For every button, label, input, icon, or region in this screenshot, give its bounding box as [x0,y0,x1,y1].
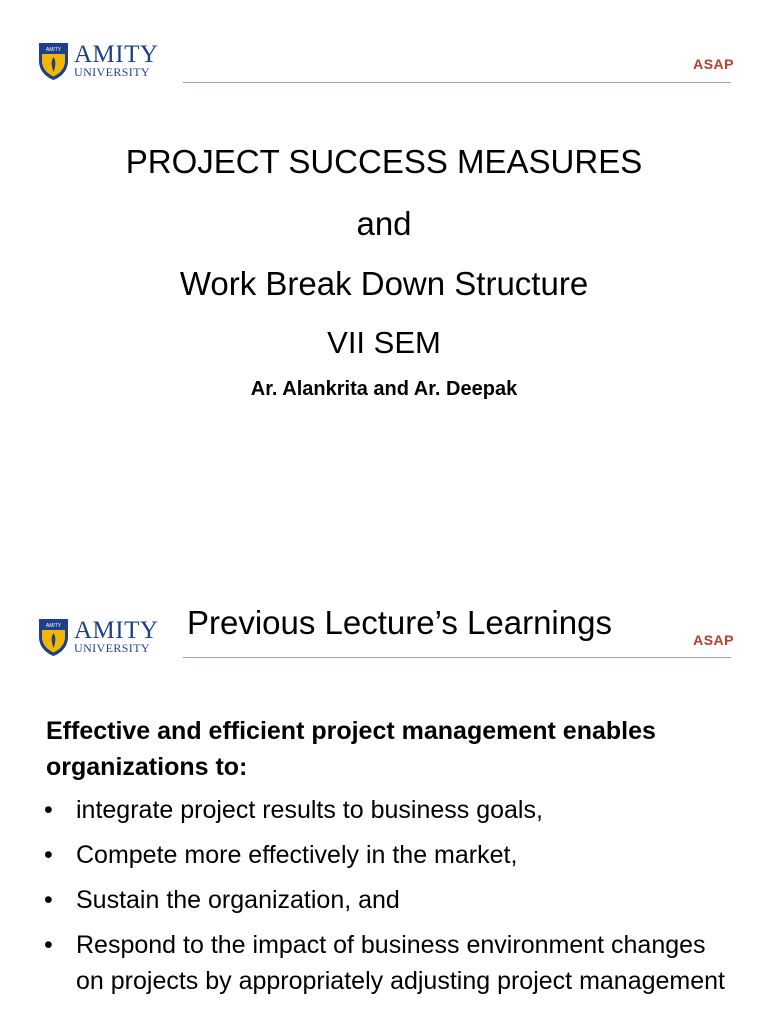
semester-label: VII SEM [327,325,441,360]
intro-text: Effective and efficient project management enables organizations to: [46,717,656,781]
amity-logo [37,41,158,81]
slide-previous-learnings [0,576,768,1024]
title-line-2: and [356,205,412,242]
bullet-list [44,792,734,1008]
logo-subtitle: UNIVERSITY [74,640,150,655]
header-divider [183,657,731,658]
logo-subtitle: UNIVERSITY [74,64,150,79]
amity-shield-icon [37,617,70,657]
title-line-3: Work Break Down Structure [179,265,589,302]
bullet-glyph: • [44,841,53,869]
bullet-glyph: • [44,796,53,824]
logo-wordmark: AMITY [74,40,159,68]
amity-shield-icon [37,41,70,81]
authors-label: Ar. Alankrita and Ar. Deepak [250,378,518,400]
slide-heading: Previous Lecture’s Learnings [187,604,612,641]
list-item [44,792,734,828]
logo-wordmark: AMITY [74,616,159,644]
bullet-text: integrate project results to business goals, [76,796,543,824]
asap-badge: ASAP [693,56,734,72]
title-line-1: PROJECT SUCCESS MEASURES [125,143,643,180]
bullet-glyph: • [44,886,53,914]
list-item [44,927,734,999]
bullet-text: Compete more effectively in the market, [76,841,518,869]
asap-badge: ASAP [693,632,734,648]
amity-logo [37,617,158,657]
bullet-glyph: • [44,931,53,959]
logo-seal-text: AMITY [45,47,62,53]
bullet-text: Sustain the organization, and [76,886,400,914]
list-item [44,837,734,873]
list-item [44,882,734,918]
header-divider [183,82,731,83]
bullet-text: Respond to the impact of business environment changes on projects by appropriately adjusting project management [76,931,725,995]
logo-seal-text: AMITY [45,623,62,629]
